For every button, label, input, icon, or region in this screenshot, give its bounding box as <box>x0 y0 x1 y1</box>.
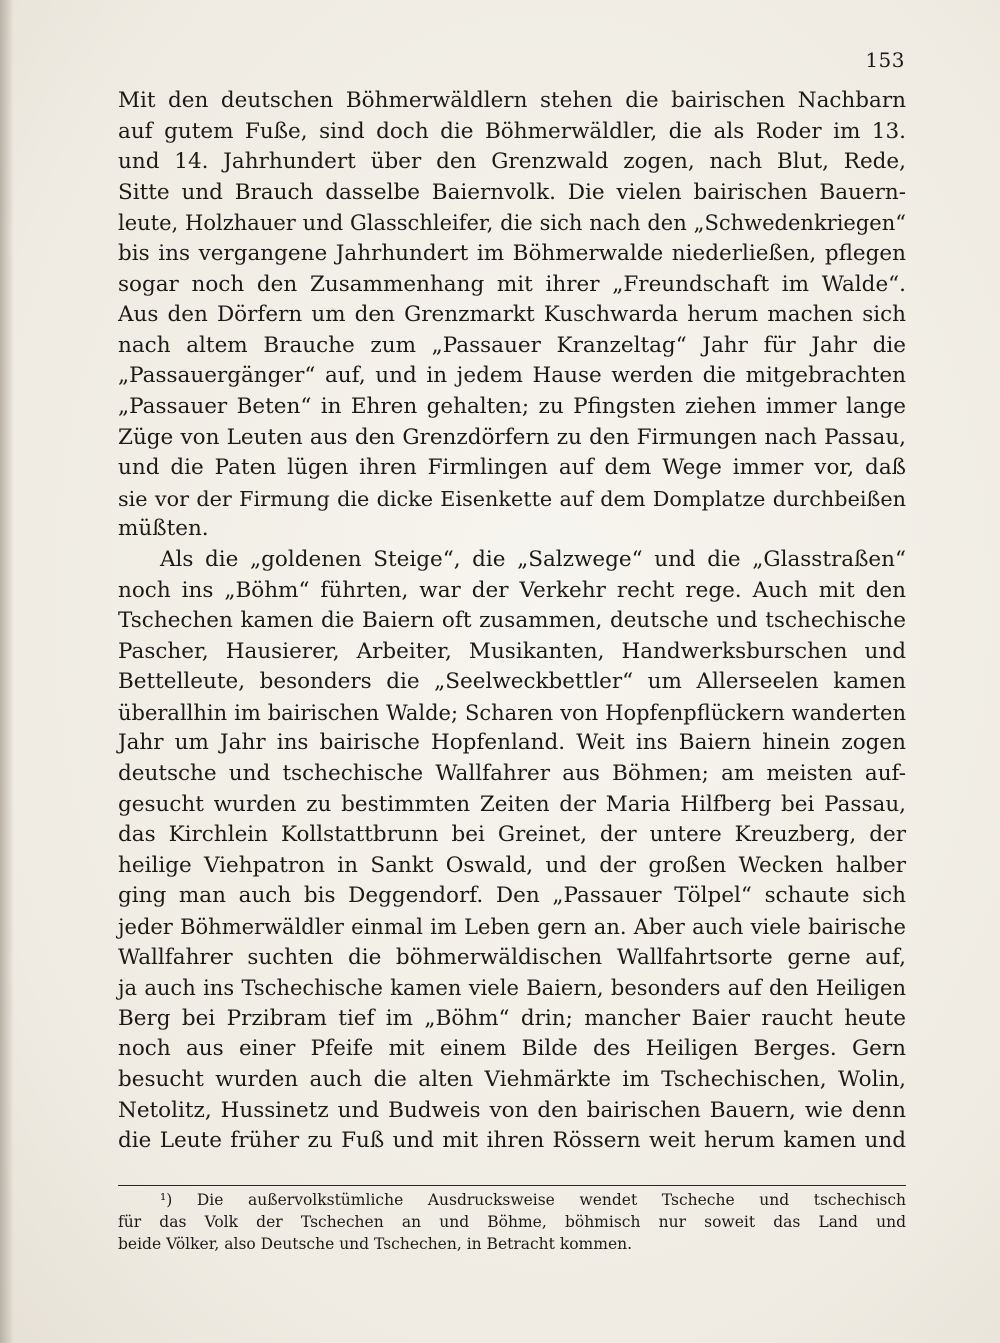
text-line: Jahr um Jahr ins bairische Hopfenland. Weit ins Baiern hinein zogen <box>118 730 906 756</box>
text-line: ja auch ins Tschechische kamen viele Baiern, besonders auf den Heiligen <box>118 976 906 1001</box>
text-line: ging man auch bis Deggendorf. Den „Passauer Tölpel“ schaute sich <box>118 883 906 909</box>
footnote-line: beide Völker, also Deutsche und Tschechen, in Betracht kommen. <box>118 1235 633 1253</box>
text-line: auf gutem Fuße, sind doch die Böhmerwäldler, die als Roder im 13. <box>118 118 906 144</box>
text-line: und 14. Jahrhundert über den Grenzwald zogen, nach Blut, Rede, <box>118 149 906 175</box>
text-line: nach altem Brauche zum „Passauer Kranzeltag“ Jahr für Jahr die <box>118 332 906 358</box>
text-line: sogar noch den Zusammenhang mit ihrer „Freundschaft im Walde“. <box>118 271 906 297</box>
text-line: Berg bei Przibram tief im „Böhm“ drin; mancher Baier raucht heute <box>118 1005 906 1031</box>
footnote <box>118 1189 906 1255</box>
text-line: noch ins „Böhm“ führten, war der Verkehr recht rege. Auch mit den <box>118 577 906 603</box>
text-line: die Leute früher zu Fuß und mit ihren Rössern weit herum kamen und <box>118 1128 906 1154</box>
text-line: heilige Viehpatron in Sankt Oswald, und der großen Wecken halber <box>118 852 906 878</box>
text-line: leute, Holzhauer und Glasschleifer, die sich nach den „Schwedenkriegen“ <box>118 211 906 236</box>
text-line: Wallfahrer suchten die böhmerwäldischen Wallfahrtsorte gerne auf, <box>118 944 906 970</box>
footnote-line: für das Volk der Tschechen an und Böhme, böhmisch nur soweit das Land und <box>118 1213 906 1231</box>
text-line: überallhin im bairischen Walde; Scharen von Hopfenpflückern wanderten <box>118 700 906 725</box>
text-line: Netolitz, Hussinetz und Budweis von den bairischen Bauern, wie denn <box>118 1097 906 1123</box>
text-line: bis ins vergangene Jahrhundert im Böhmerwalde niederließen, pflegen <box>118 240 906 266</box>
text-line: „Passauergänger“ auf, und in jedem Hause werden die mitgebrachten <box>118 363 906 389</box>
page-number: 153 <box>865 48 905 72</box>
text-line: besucht wurden auch die alten Viehmärkte im Tschechischen, Wolin, <box>118 1067 906 1092</box>
text-line: Bettelleute, besonders die „Seelweckbettler“ um Allerseelen kamen <box>118 669 906 695</box>
text-line: und die Paten lügen ihren Firmlingen auf dem Wege immer vor, daß <box>118 455 906 481</box>
text-line: Tschechen kamen die Baiern oft zusammen, deutsche und tschechische <box>118 608 906 634</box>
text-line: gesucht wurden zu bestimmten Zeiten der Maria Hilfberg bei Passau, <box>118 791 906 817</box>
text-line: Aus den Dörfern um den Grenzmarkt Kuschwarda herum machen sich <box>118 302 906 328</box>
text-line: deutsche und tschechische Wallfahrer aus Böhmen; am meisten auf- <box>118 761 906 787</box>
text-line: Mit den deutschen Böhmerwäldlern stehen die bairischen Nachbarn <box>118 88 906 113</box>
text-line: sie vor der Firmung die dicke Eisenkette auf dem Domplatze durchbeißen <box>118 486 906 511</box>
text-line: jeder Böhmerwäldler einmal im Leben gern an. Aber auch viele bairische <box>118 915 906 940</box>
footnote-line: ¹) Die außervolkstümliche Ausdrucksweise wendet Tscheche und tschechisch <box>160 1191 906 1209</box>
main-text <box>118 86 906 1157</box>
text-line: müßten. <box>118 516 209 542</box>
spine-shadow <box>0 0 14 1343</box>
text-line: Als die „goldenen Steige“, die „Salzwege“ und die „Glasstraßen“ <box>160 546 906 572</box>
text-line: das Kirchlein Kollstattbrunn bei Greinet, der untere Kreuzberg, der <box>118 822 906 848</box>
text-line: Züge von Leuten aus den Grenzdörfern zu den Firmungen nach Passau, <box>118 424 906 450</box>
text-line: Pascher, Hausierer, Arbeiter, Musikanten, Handwerksburschen und <box>118 638 906 664</box>
footnote-rule <box>118 1185 906 1186</box>
text-line: noch aus einer Pfeife mit einem Bilde des Heiligen Berges. Gern <box>118 1036 906 1062</box>
text-line: „Passauer Beten“ in Ehren gehalten; zu Pfingsten ziehen immer lange <box>118 393 906 419</box>
text-line: Sitte und Brauch dasselbe Baiernvolk. Die vielen bairischen Bauern- <box>118 179 906 205</box>
